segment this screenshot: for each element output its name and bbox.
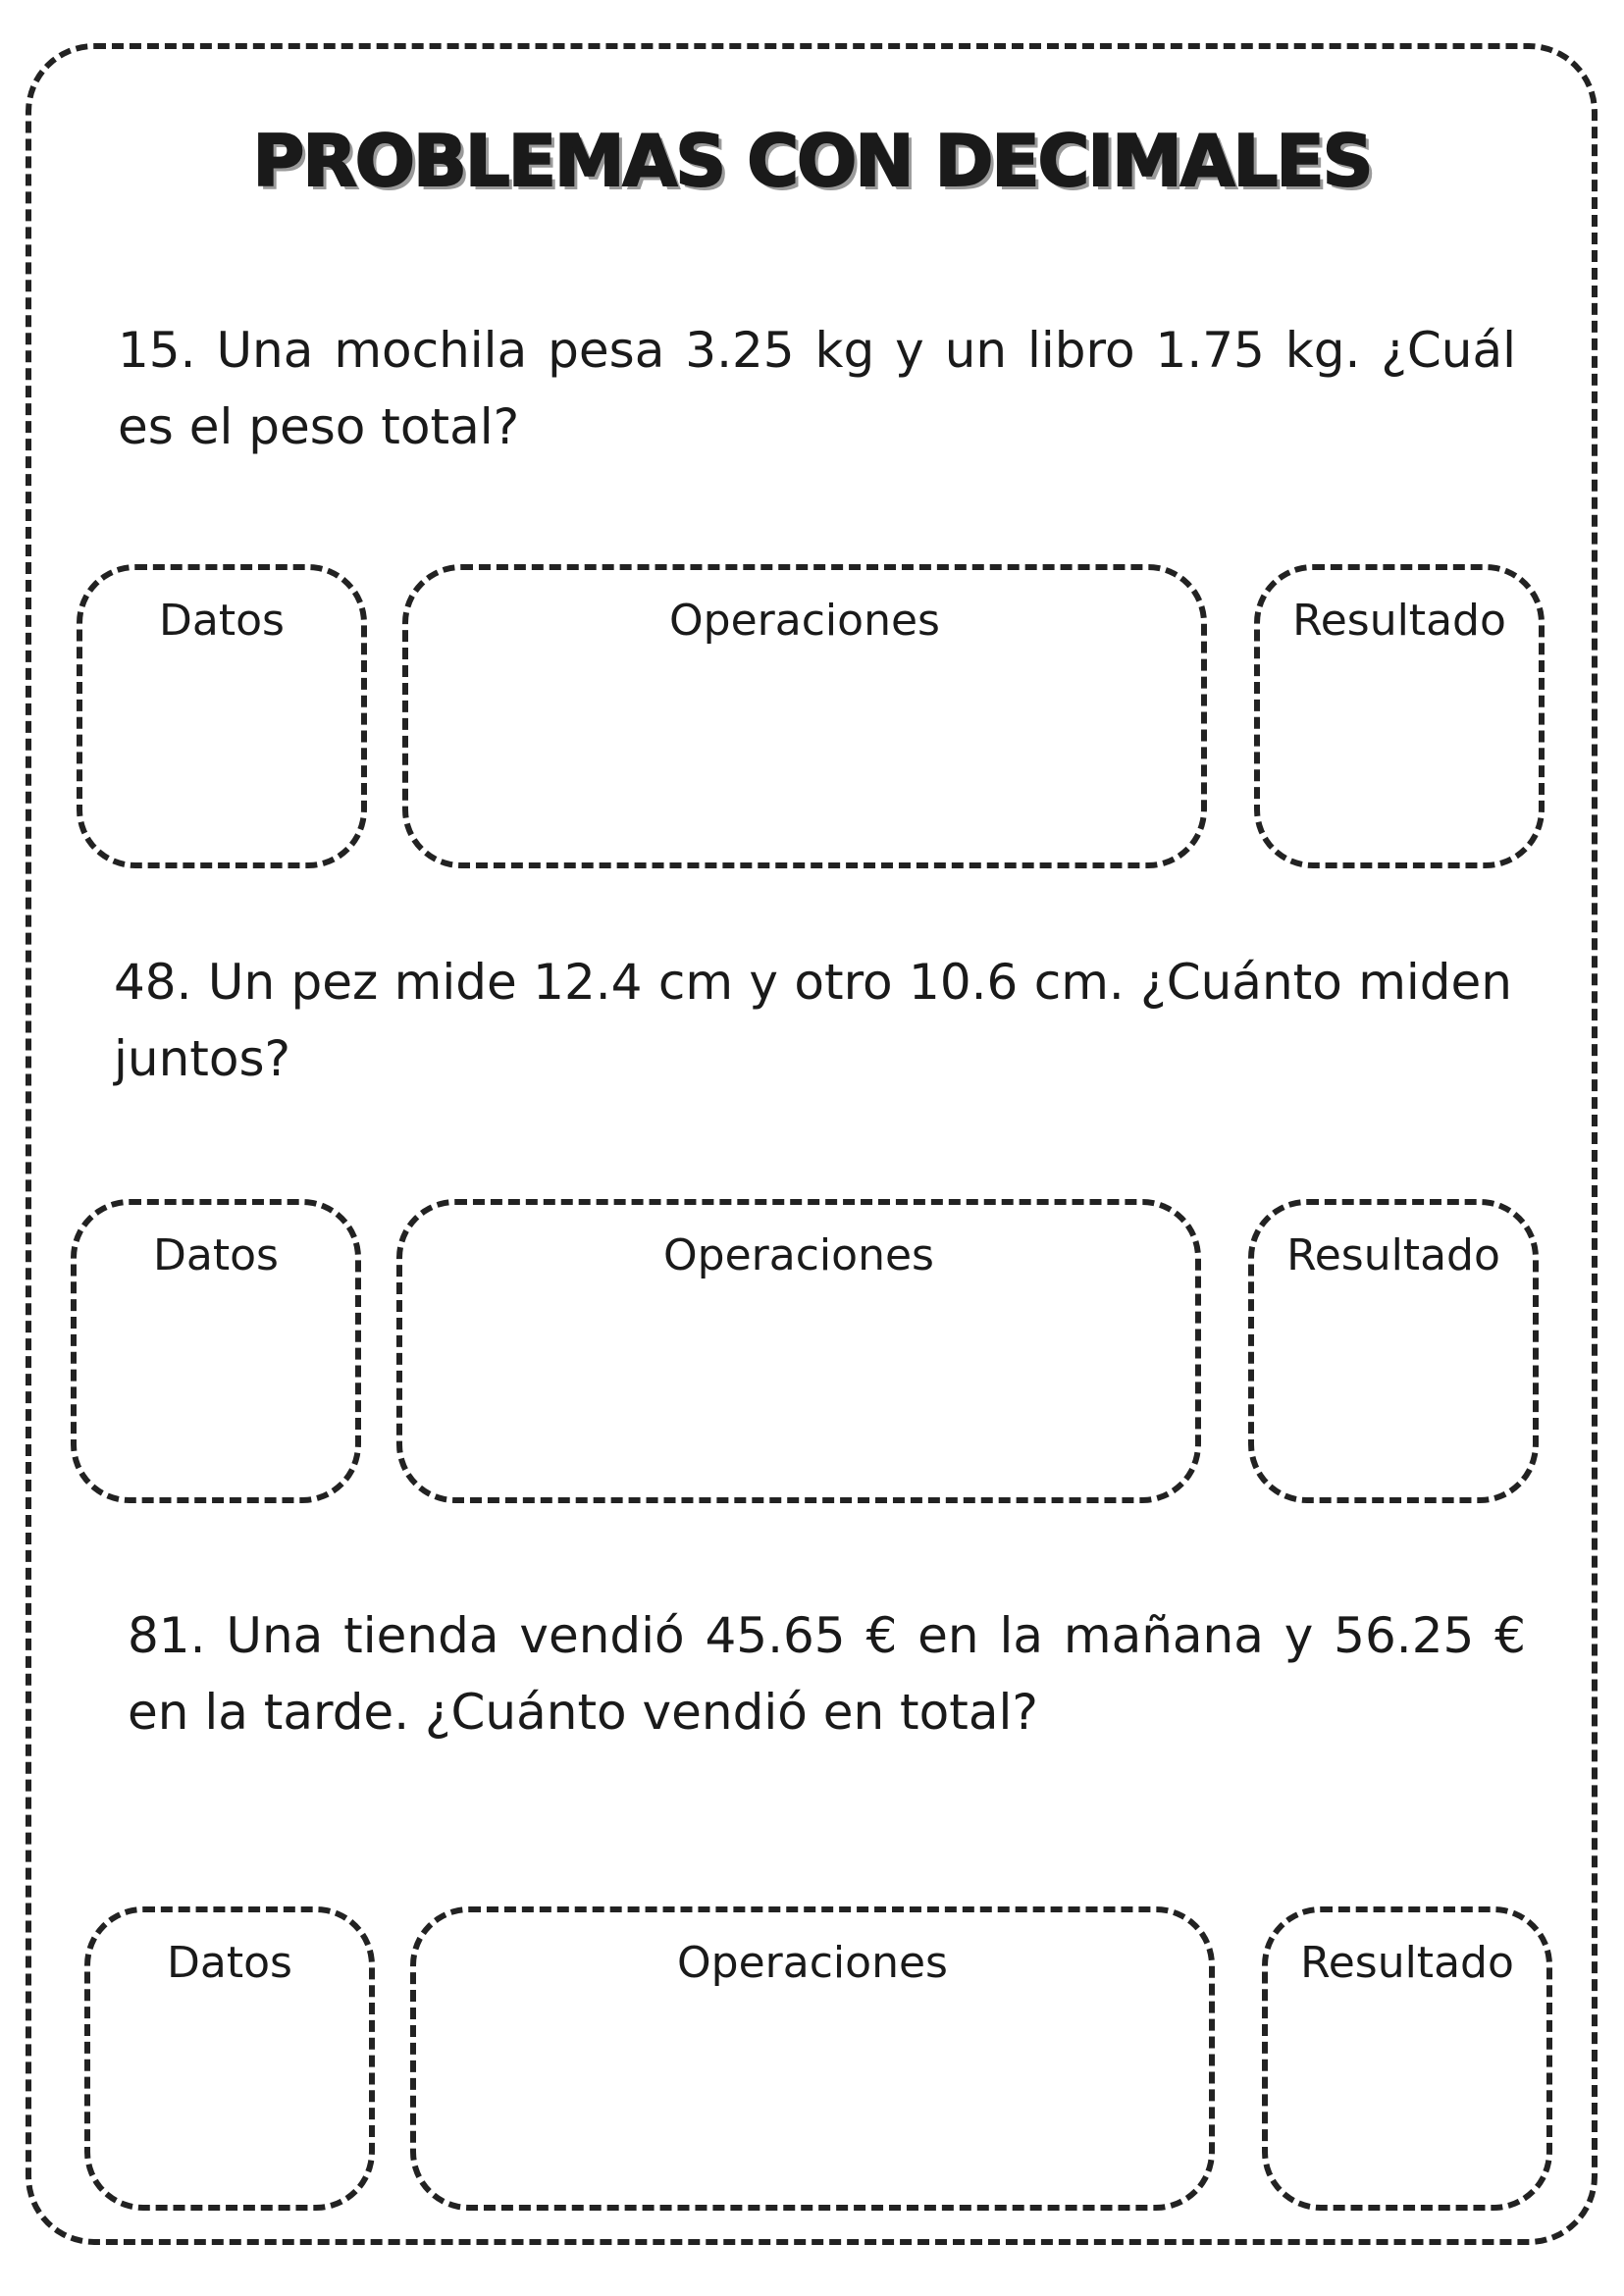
problem-1-operaciones-box[interactable] [402,564,1207,868]
datos-label: Datos [153,1230,279,1280]
problem-3-datos-box[interactable] [84,1906,375,2211]
problem-3-text: 81. Una tienda vendió 45.65 € en la mañana y 56.25 € en la tarde. ¿Cuánto vendió en total? [128,1607,1526,1741]
problem-1-datos-box[interactable] [77,564,367,868]
datos-label: Datos [167,1938,292,1988]
problem-3-operaciones-box[interactable] [410,1906,1215,2211]
problem-1-resultado-box[interactable] [1254,564,1545,868]
operaciones-label: Operaciones [663,1230,934,1280]
operaciones-label: Operaciones [669,596,940,646]
datos-label: Datos [159,596,285,646]
problem-2-resultado-box[interactable] [1248,1199,1539,1503]
problem-2-text: 48. Un pez mide 12.4 cm y otro 10.6 cm. ¿Cuánto miden juntos? [114,954,1512,1087]
resultado-label: Resultado [1292,596,1506,646]
problem-2-operaciones-box[interactable] [396,1199,1201,1503]
operaciones-label: Operaciones [677,1938,948,1988]
problem-2-datos-box[interactable] [71,1199,361,1503]
resultado-label: Resultado [1300,1938,1514,1988]
page-title: PROBLEMAS CON DECIMALES [252,120,1372,202]
problem-1-text: 15. Una mochila pesa 3.25 kg y un libro 1.75 kg. ¿Cuál es el peso total? [118,322,1516,455]
resultado-label: Resultado [1286,1230,1500,1280]
problem-3-resultado-box[interactable] [1262,1906,1552,2211]
